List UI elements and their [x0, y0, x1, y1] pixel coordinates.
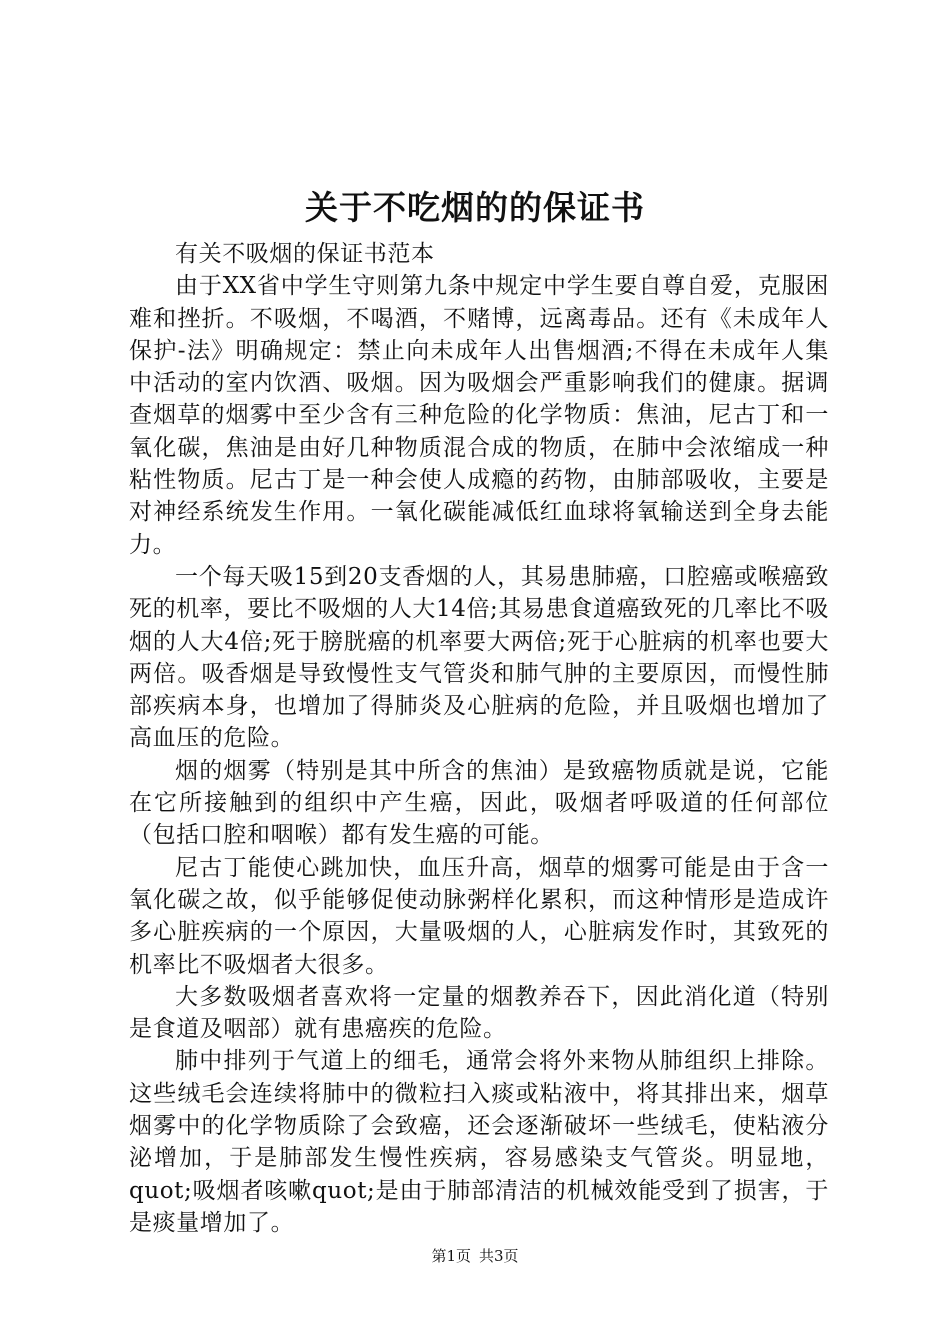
paragraph-subtitle: 有关不吸烟的保证书范本 [175, 241, 435, 267]
page-footer [0, 1246, 950, 1266]
page-number: 第1页 [431, 1247, 471, 1265]
page-total: 共3页 [479, 1247, 519, 1265]
document-title: 关于不吃烟的的保证书 [305, 188, 645, 227]
document-body [129, 238, 829, 1239]
paragraph: 肺中排列于气道上的细毛，通常会将外来物从肺组织上排除。这些绒毛会连续将肺中的微粒扫入痰或粘液中，将其排出来，烟草烟雾中的化学物质除了会致癌，还会逐渐破坏一些绒毛，使粘液分泌增加，于是肺部发生慢性疾病，容易感染支气管炎。明显地，quot;吸烟者咳嗽quot;是由于肺部清洁的机械效能受到了损害，于是痰量增加了。 [129, 1048, 829, 1236]
paragraph: 一个每天吸15到20支香烟的人，其易患肺癌，口腔癌或喉癌致死的机率，要比不吸烟的人大14倍;其易患食道癌致死的几率比不吸烟的人大4倍;死于膀胱癌的机率要大两倍;死于心脏病的机率也要大两倍。吸香烟是导致慢性支气管炎和肺气肿的主要原因，而慢性肺部疾病本身，也增加了得肺炎及心脏病的危险，并且吸烟也增加了高血压的危险。 [129, 563, 829, 752]
paragraph: 尼古丁能使心跳加快，血压升高，烟草的烟雾可能是由于含一氧化碳之故，似乎能够促使动脉粥样化累积，而这种情形是造成许多心脏疾病的一个原因，大量吸烟的人，心脏病发作时，其致死的机率比不吸烟者大很多。 [129, 854, 829, 978]
paragraph: 由于XX省中学生守则第九条中规定中学生要自尊自爱，克服困难和挫折。不吸烟，不喝酒，不赌博，远离毒品。还有《未成年人保护-法》明确规定：禁止向未成年人出售烟酒;不得在未成年人集中活动的室内饮酒、吸烟。因为吸烟会严重影响我们的健康。据调查烟草的烟雾中至少含有三种危险的化学物质：焦油，尼古丁和一氧化碳，焦油是由好几种物质混合成的物质，在肺中会浓缩成一种粘性物质。尼古丁是一种会使人成瘾的药物，由肺部吸收，主要是对神经系统发生作用。一氧化碳能减低红血球将氧输送到全身去能力。 [129, 273, 829, 558]
paragraph: 大多数吸烟者喜欢将一定量的烟教养吞下，因此消化道（特别是食道及咽部）就有患癌疾的危险。 [129, 983, 829, 1043]
paragraph: 烟的烟雾（特别是其中所含的焦油）是致癌物质就是说，它能在它所接触到的组织中产生癌，因此，吸烟者呼吸道的任何部位（包括口腔和咽喉）都有发生癌的可能。 [129, 757, 829, 849]
